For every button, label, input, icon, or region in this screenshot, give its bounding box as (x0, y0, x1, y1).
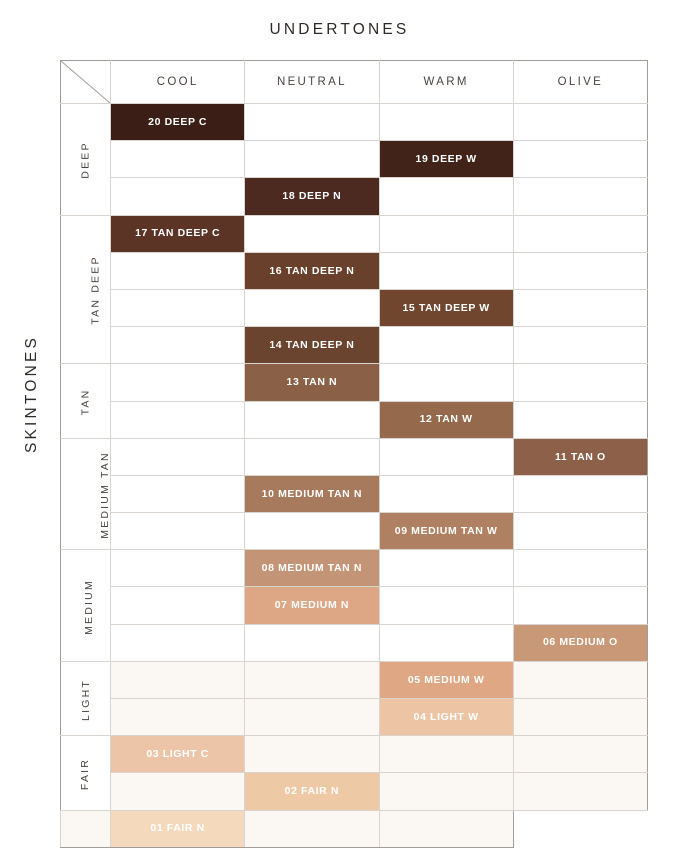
empty-cell (379, 736, 513, 773)
column-header-cool: COOL (111, 61, 245, 104)
row-group-label-light (61, 661, 111, 735)
empty-cell (379, 810, 513, 847)
row-group-label-tan (61, 364, 111, 438)
empty-cell (111, 327, 245, 364)
empty-cell (111, 550, 245, 587)
matrix-row (61, 401, 648, 438)
empty-cell (245, 699, 379, 736)
shade-label: 08 MEDIUM TAN N (261, 562, 363, 575)
column-header-warm: WARM (379, 61, 513, 104)
matrix-row (61, 252, 648, 289)
empty-cell (513, 178, 647, 215)
shade-label: 19 DEEP W (415, 153, 477, 166)
empty-cell (111, 624, 245, 661)
shade-label: 11 TAN O (555, 450, 606, 463)
shade-swatch-05-medium-w[interactable] (379, 661, 513, 698)
matrix-row (61, 141, 648, 178)
matrix-row (61, 810, 648, 847)
corner-cell (61, 61, 111, 104)
empty-cell (111, 438, 245, 475)
shade-label: 18 DEEP N (282, 190, 342, 203)
diagonal-divider-icon (61, 61, 110, 103)
empty-cell (111, 401, 245, 438)
empty-cell (245, 104, 379, 141)
row-group-label-text: LIGHT (79, 678, 92, 721)
shade-matrix-table (60, 60, 648, 848)
shade-label: 15 TAN DEEP W (402, 301, 490, 314)
empty-cell (379, 624, 513, 661)
empty-cell (513, 364, 647, 401)
empty-cell (245, 401, 379, 438)
empty-cell (379, 773, 513, 810)
shade-swatch-06-medium-o[interactable] (513, 624, 647, 661)
empty-cell (111, 289, 245, 326)
row-group-label-fair (61, 736, 111, 810)
empty-cell (379, 550, 513, 587)
empty-cell (245, 624, 379, 661)
empty-cell (513, 736, 647, 773)
shade-swatch-04-light-w[interactable] (379, 699, 513, 736)
row-group-label-deep (61, 104, 111, 216)
empty-cell (513, 327, 647, 364)
shade-label: 01 FAIR N (150, 822, 205, 835)
empty-cell (111, 178, 245, 215)
empty-cell (379, 364, 513, 401)
empty-cell (111, 475, 245, 512)
empty-cell (245, 736, 379, 773)
empty-cell (111, 364, 245, 401)
empty-cell (379, 327, 513, 364)
empty-cell (513, 661, 647, 698)
shade-swatch-09-medium-tan-w[interactable] (379, 513, 513, 550)
empty-cell (111, 587, 245, 624)
matrix-row (61, 661, 648, 698)
empty-cell (245, 438, 379, 475)
matrix-row (61, 327, 648, 364)
row-group-label-text: DEEP (79, 141, 92, 179)
matrix-row (61, 773, 648, 810)
shade-swatch-12-tan-w[interactable] (379, 401, 513, 438)
shade-swatch-20-deep-c[interactable] (111, 104, 245, 141)
shade-swatch-17-tan-deep-c[interactable] (111, 215, 245, 252)
matrix-row (61, 736, 648, 773)
row-group-label-text: MEDIUM (82, 578, 95, 635)
matrix-header-row (61, 61, 648, 104)
matrix-row (61, 513, 648, 550)
row-group-label-tan-deep (61, 215, 111, 364)
empty-cell (245, 810, 379, 847)
shade-label: 14 TAN DEEP N (269, 338, 355, 351)
empty-cell (379, 587, 513, 624)
row-group-label-text: TAN DEEP (89, 255, 102, 326)
empty-cell (379, 178, 513, 215)
empty-cell (513, 475, 647, 512)
empty-cell (379, 252, 513, 289)
empty-cell (513, 773, 647, 810)
matrix-row (61, 699, 648, 736)
empty-cell (379, 104, 513, 141)
empty-cell (245, 141, 379, 178)
empty-cell (513, 289, 647, 326)
matrix-row (61, 475, 648, 512)
matrix-row (61, 587, 648, 624)
shade-label: 07 MEDIUM N (274, 599, 350, 612)
matrix-row (61, 624, 648, 661)
empty-cell (513, 587, 647, 624)
shade-swatch-08-medium-tan-n[interactable] (245, 550, 379, 587)
shade-swatch-13-tan-n[interactable] (245, 364, 379, 401)
matrix-row (61, 438, 648, 475)
empty-cell (111, 252, 245, 289)
empty-cell (513, 215, 647, 252)
matrix-row (61, 364, 648, 401)
empty-cell (513, 141, 647, 178)
empty-cell (513, 401, 647, 438)
matrix-row (61, 104, 648, 141)
shade-matrix-grid (60, 60, 648, 835)
empty-cell (111, 513, 245, 550)
shade-label: 03 LIGHT C (146, 748, 209, 761)
matrix-row (61, 550, 648, 587)
empty-cell (245, 289, 379, 326)
empty-cell (379, 475, 513, 512)
shade-label: 10 MEDIUM TAN N (261, 487, 363, 500)
column-header-olive: OLIVE (513, 61, 647, 104)
shade-label: 12 TAN W (419, 413, 473, 426)
empty-cell (513, 550, 647, 587)
matrix-row (61, 215, 648, 252)
empty-cell (513, 513, 647, 550)
shade-swatch-02-fair-n[interactable] (245, 773, 379, 810)
shade-label: 16 TAN DEEP N (269, 264, 355, 277)
shade-swatch-18-deep-n[interactable] (245, 178, 379, 215)
row-group-label-text: MEDIUM TAN (98, 451, 111, 539)
row-group-label-medium (61, 550, 111, 662)
empty-cell (111, 773, 245, 810)
chart-title-skintones: SKINTONES (23, 334, 40, 454)
shade-label: 09 MEDIUM TAN W (394, 524, 498, 537)
shade-swatch-11-tan-o[interactable] (513, 438, 647, 475)
empty-cell (245, 215, 379, 252)
empty-cell (513, 252, 647, 289)
empty-cell (379, 215, 513, 252)
shade-label: 20 DEEP C (148, 115, 208, 128)
empty-cell (111, 661, 245, 698)
matrix-body (61, 104, 648, 848)
matrix-header (61, 61, 648, 104)
empty-cell (513, 104, 647, 141)
shade-label: 02 FAIR N (284, 785, 340, 798)
shade-swatch-16-tan-deep-n[interactable] (245, 252, 379, 289)
shade-swatch-07-medium-n[interactable] (245, 587, 379, 624)
shade-label: 06 MEDIUM O (542, 636, 618, 649)
matrix-row (61, 178, 648, 215)
row-group-label-text: TAN (79, 388, 92, 416)
shade-label: 04 LIGHT W (413, 710, 479, 723)
shade-swatch-01-fair-n[interactable] (111, 810, 245, 847)
empty-cell (245, 513, 379, 550)
shade-swatch-19-deep-w[interactable] (379, 141, 513, 178)
row-group-label-text: FAIR (79, 757, 92, 790)
empty-cell (61, 810, 111, 847)
empty-cell (111, 699, 245, 736)
column-header-neutral: NEUTRAL (245, 61, 379, 104)
shade-label: 17 TAN DEEP C (135, 227, 221, 240)
shade-swatch-03-light-c[interactable] (111, 736, 245, 773)
empty-cell (245, 661, 379, 698)
shade-label: 13 TAN N (286, 376, 338, 389)
matrix-row (61, 289, 648, 326)
shade-swatch-15-tan-deep-w[interactable] (379, 289, 513, 326)
empty-cell (513, 699, 647, 736)
empty-cell (111, 141, 245, 178)
empty-cell (379, 438, 513, 475)
chart-title-undertones: UNDERTONES (269, 21, 410, 38)
shade-label: 05 MEDIUM W (407, 673, 485, 686)
shade-swatch-10-medium-tan-n[interactable] (245, 475, 379, 512)
row-group-label-medium-tan (61, 438, 111, 550)
shade-swatch-14-tan-deep-n[interactable] (245, 327, 379, 364)
